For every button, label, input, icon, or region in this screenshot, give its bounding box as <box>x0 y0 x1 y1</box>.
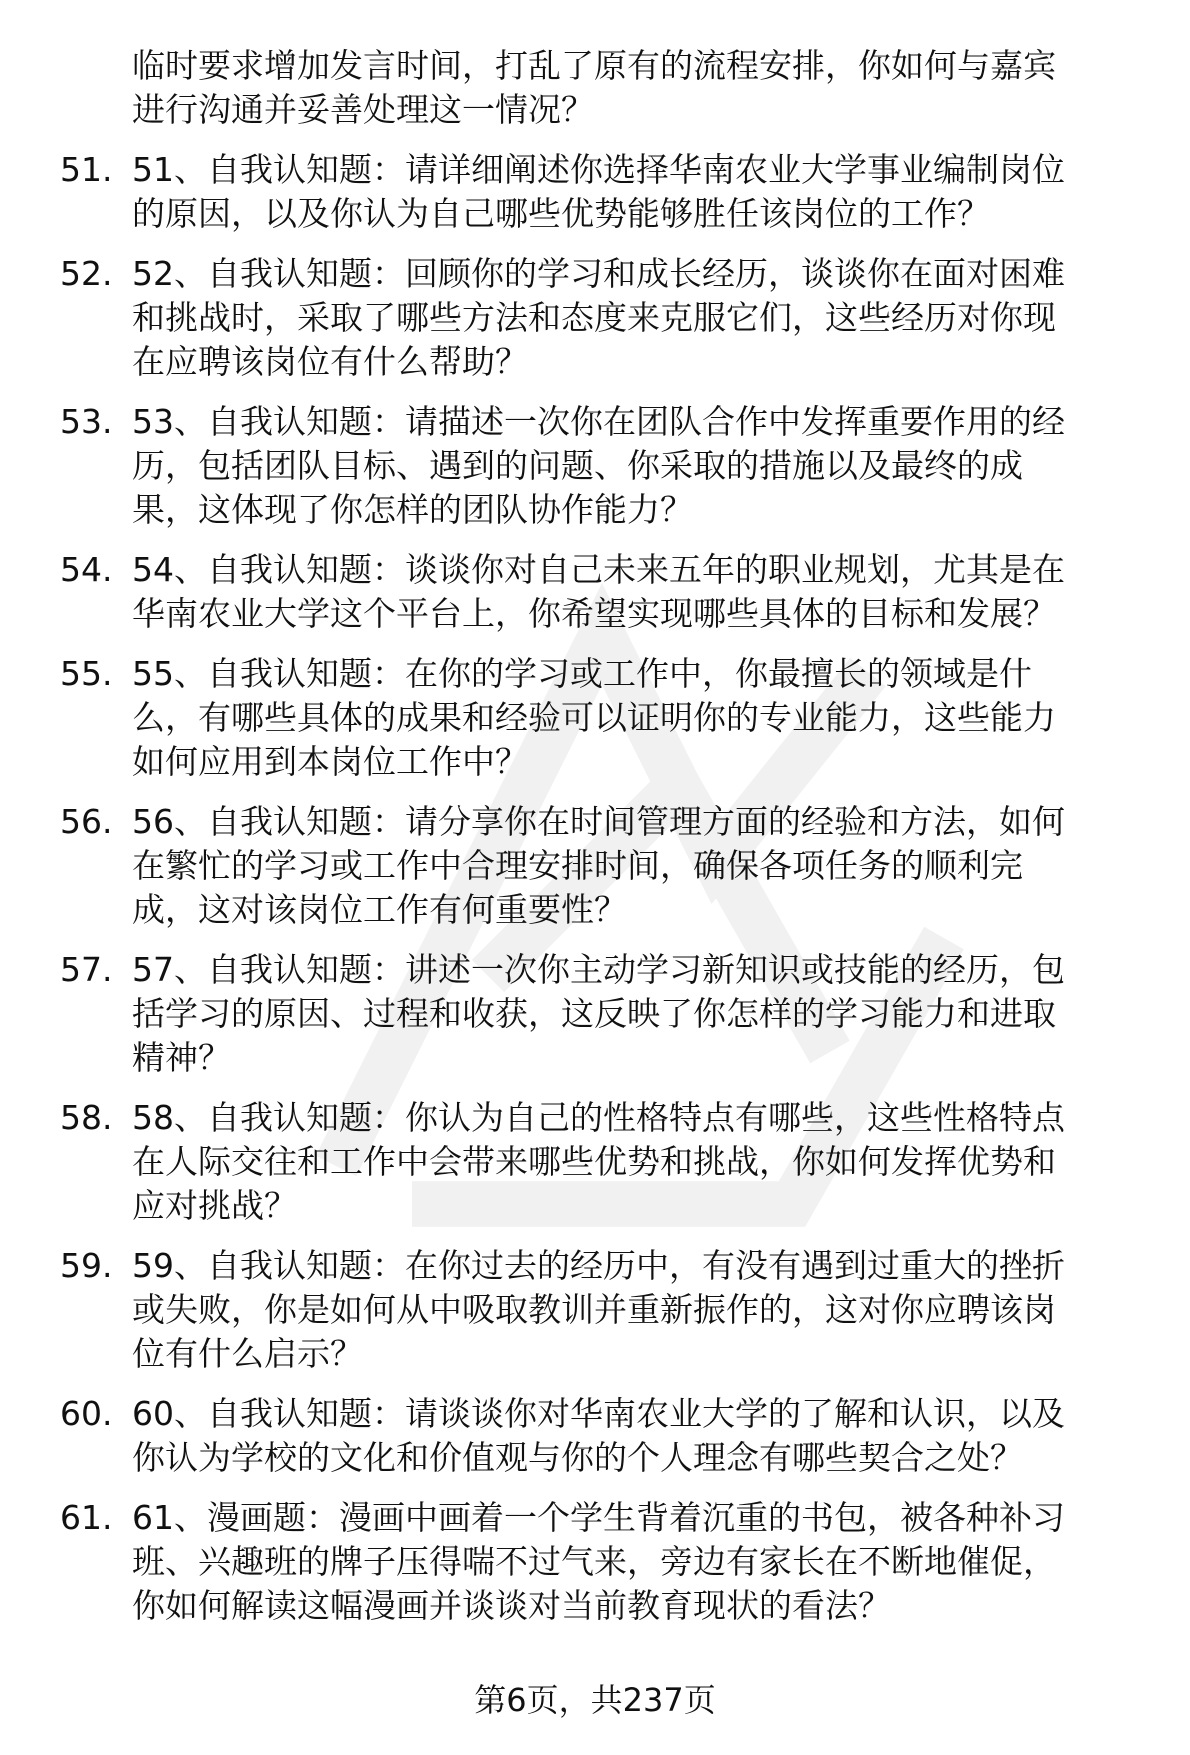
document-page <box>60 44 1150 1644</box>
question-text: 54、自我认知题：谈谈你对自己未来五年的职业规划，尤其是在 华南农业大学这个平台上，你希望实现哪些具体的目标和发展？ <box>132 550 1065 633</box>
continued-question-text: 临时要求增加发言时间，打乱了原有的流程安排，你如何与嘉宾 进行沟通并妥善处理这一情况？ <box>132 46 1056 129</box>
question-text: 55、自我认知题：在你的学习或工作中，你最擅长的领域是什 么，有哪些具体的成果和经验可以证明你的专业能力，这些能力 如何应用到本岗位工作中？ <box>132 654 1056 781</box>
question-text: 53、自我认知题：请描述一次你在团队合作中发挥重要作用的经 历，包括团队目标、遇到的问题、你采取的措施以及最终的成 果，这体现了你怎样的团队协作能力？ <box>132 402 1065 529</box>
page-footer: 第6页，共237页 <box>474 1681 716 1719</box>
question-list <box>60 148 1150 1628</box>
list-item <box>60 800 1150 932</box>
list-item <box>60 1496 1150 1628</box>
list-item <box>60 1096 1150 1228</box>
list-item <box>60 1244 1150 1376</box>
list-item <box>60 948 1150 1080</box>
item-number: 53. <box>60 402 113 441</box>
question-text: 59、自我认知题：在你过去的经历中，有没有遇到过重大的挫折 或失败，你是如何从中吸取教训并重新振作的，这对你应聘该岗 位有什么启示？ <box>132 1246 1065 1373</box>
question-text: 57、自我认知题：讲述一次你主动学习新知识或技能的经历，包 括学习的原因、过程和收获，这反映了你怎样的学习能力和进取 精神？ <box>132 950 1065 1077</box>
question-text: 51、自我认知题：请详细阐述你选择华南农业大学事业编制岗位 的原因，以及你认为自己哪些优势能够胜任该岗位的工作？ <box>132 150 1065 233</box>
question-text: 60、自我认知题：请谈谈你对华南农业大学的了解和认识，以及 你认为学校的文化和价值观与你的个人理念有哪些契合之处？ <box>132 1394 1065 1477</box>
item-number: 58. <box>60 1098 113 1137</box>
list-item <box>60 548 1150 636</box>
question-text: 61、漫画题：漫画中画着一个学生背着沉重的书包，被各种补习 班、兴趣班的牌子压得喘不过气来，旁边有家长在不断地催促， 你如何解读这幅漫画并谈谈对当前教育现状的看法？ <box>132 1498 1065 1625</box>
item-number: 55. <box>60 654 113 693</box>
list-item <box>60 148 1150 236</box>
question-text: 56、自我认知题：请分享你在时间管理方面的经验和方法，如何 在繁忙的学习或工作中合理安排时间，确保各项任务的顺利完 成，这对该岗位工作有何重要性？ <box>132 802 1065 929</box>
list-item <box>60 252 1150 384</box>
item-number: 59. <box>60 1246 113 1285</box>
item-number: 60. <box>60 1394 113 1433</box>
list-item <box>60 400 1150 532</box>
question-text: 58、自我认知题：你认为自己的性格特点有哪些，这些性格特点 在人际交往和工作中会带来哪些优势和挑战，你如何发挥优势和 应对挑战？ <box>132 1098 1065 1225</box>
list-item <box>60 652 1150 784</box>
item-number: 51. <box>60 150 113 189</box>
item-number: 56. <box>60 802 113 841</box>
item-number: 57. <box>60 950 113 989</box>
item-number: 54. <box>60 550 113 589</box>
item-number: 52. <box>60 254 113 293</box>
list-item <box>60 1392 1150 1480</box>
question-text: 52、自我认知题：回顾你的学习和成长经历，谈谈你在面对困难 和挑战时，采取了哪些方法和态度来克服它们，这些经历对你现 在应聘该岗位有什么帮助？ <box>132 254 1065 381</box>
item-number: 61. <box>60 1498 113 1537</box>
